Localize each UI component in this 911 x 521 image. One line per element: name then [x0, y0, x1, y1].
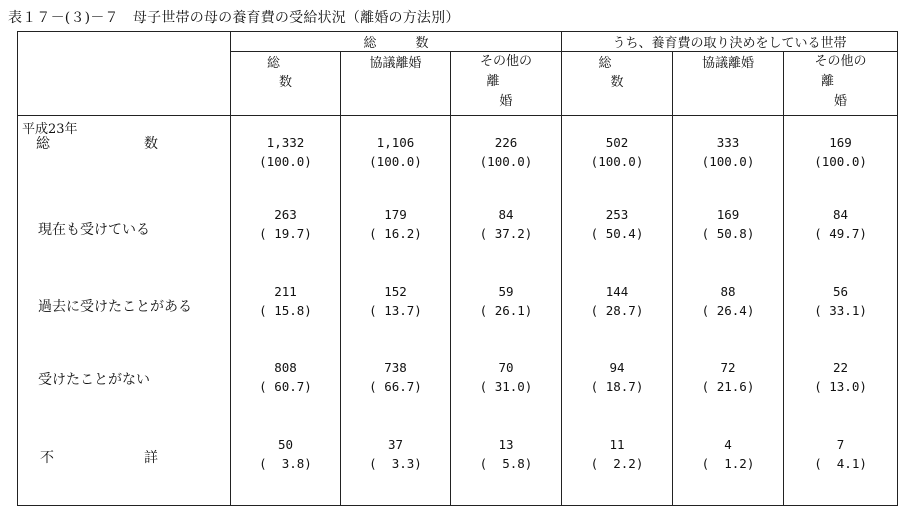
column-header: 総 数 — [562, 52, 673, 116]
cell-percent: ( 66.7) — [369, 379, 422, 394]
cell-count: 56 — [833, 284, 849, 299]
table-cell — [451, 282, 561, 320]
table-cell — [673, 435, 783, 473]
cell-percent: ( 13.0) — [814, 379, 867, 394]
cell-percent: ( 50.4) — [590, 226, 644, 241]
cell-count: 169 — [716, 207, 740, 222]
table-cell — [673, 133, 783, 171]
cell-count: 226 — [494, 135, 518, 150]
table-cell — [231, 435, 340, 473]
data-column — [673, 116, 784, 506]
cell-percent: ( 5.8) — [479, 456, 533, 471]
cell-percent: (100.0) — [590, 154, 644, 169]
table-cell — [673, 358, 783, 396]
cell-percent: ( 60.7) — [259, 379, 312, 394]
cell-percent: ( 49.7) — [814, 226, 867, 241]
table-cell — [784, 282, 897, 320]
table-title: 表１７－(３)－７ 母子世帯の母の養育費の受給状況（離婚の方法別） — [8, 10, 460, 26]
cell-count: 152 — [384, 284, 407, 299]
cell-percent: ( 13.7) — [369, 303, 422, 318]
table-cell — [231, 358, 340, 396]
column-header: その他の 離 婚 — [784, 52, 898, 116]
table-cell — [562, 205, 672, 243]
cell-count: 11 — [609, 437, 625, 452]
table-cell — [341, 133, 450, 171]
cell-count: 333 — [716, 135, 740, 150]
row-label-unknown: 不 詳 — [40, 450, 158, 466]
table-cell — [451, 435, 561, 473]
column-header: 協議離婚 — [673, 52, 784, 116]
cell-percent: ( 28.7) — [590, 303, 644, 318]
table-cell — [341, 358, 450, 396]
table-cell — [784, 205, 897, 243]
cell-count: 808 — [274, 360, 297, 375]
body-row — [18, 116, 898, 506]
table-cell — [341, 435, 450, 473]
cell-percent: (100.0) — [479, 154, 533, 169]
corner-cell — [18, 32, 231, 116]
cell-count: 72 — [720, 360, 736, 375]
group-header-total: 総 数 — [231, 32, 562, 52]
table-cell — [562, 282, 672, 320]
table-cell — [562, 133, 672, 171]
cell-count: 50 — [277, 437, 294, 452]
cell-percent: ( 26.4) — [701, 303, 755, 318]
table-cell — [231, 133, 340, 171]
cell-count: 263 — [274, 207, 297, 222]
cell-percent: ( 37.2) — [479, 226, 533, 241]
cell-count: 7 — [836, 437, 845, 452]
cell-percent: ( 33.1) — [814, 303, 867, 318]
column-header: 総 数 — [231, 52, 341, 116]
table-cell — [562, 435, 672, 473]
cell-count: 144 — [605, 284, 629, 299]
cell-count: 179 — [384, 207, 407, 222]
cell-count: 211 — [274, 284, 297, 299]
cell-percent: ( 3.3) — [369, 456, 422, 471]
table-cell — [562, 358, 672, 396]
table-cell — [673, 282, 783, 320]
table-cell — [231, 282, 340, 320]
cell-percent: ( 1.2) — [701, 456, 755, 471]
table-cell — [451, 205, 561, 243]
table-cell — [341, 282, 450, 320]
cell-count: 738 — [384, 360, 407, 375]
cell-count: 502 — [605, 135, 629, 150]
cell-percent: ( 4.1) — [814, 456, 867, 471]
cell-percent: ( 15.8) — [259, 303, 312, 318]
cell-count: 84 — [498, 207, 514, 222]
cell-percent: ( 31.0) — [479, 379, 533, 394]
data-column — [451, 116, 562, 506]
column-header: 協議離婚 — [341, 52, 451, 116]
table-cell — [784, 358, 897, 396]
cell-percent: ( 2.2) — [590, 456, 644, 471]
cell-percent: ( 18.7) — [590, 379, 644, 394]
cell-count: 4 — [724, 437, 732, 452]
cell-count: 84 — [833, 207, 849, 222]
cell-percent: ( 3.8) — [259, 456, 312, 471]
cell-count: 253 — [605, 207, 629, 222]
year-label: 平成23年 — [22, 122, 78, 137]
cell-count: 88 — [720, 284, 736, 299]
cell-percent: (100.0) — [369, 154, 422, 169]
cell-percent: (100.0) — [701, 154, 755, 169]
table-cell — [451, 358, 561, 396]
data-column — [341, 116, 451, 506]
table-cell — [784, 435, 897, 473]
row-label-column — [18, 116, 231, 506]
cell-count: 1,332 — [266, 135, 305, 150]
row-label-receiving: 現在も受けている — [38, 222, 150, 238]
cell-percent: ( 26.1) — [479, 303, 533, 318]
table-cell — [231, 205, 340, 243]
cell-percent: ( 21.6) — [701, 379, 755, 394]
cell-count: 70 — [498, 360, 514, 375]
group-header-arranged: うち、養育費の取り決めをしている世帯 — [562, 32, 898, 52]
row-label-past: 過去に受けたことがある — [38, 299, 192, 315]
table-cell — [341, 205, 450, 243]
cell-count: 13 — [498, 437, 514, 452]
column-header: その他の 離 婚 — [451, 52, 562, 116]
cell-count: 37 — [387, 437, 404, 452]
table-cell — [784, 133, 897, 171]
group-header-row — [18, 32, 898, 52]
cell-count: 94 — [609, 360, 625, 375]
cell-count: 59 — [498, 284, 514, 299]
cell-percent: (100.0) — [814, 154, 867, 169]
cell-count: 22 — [833, 360, 849, 375]
cell-percent: ( 50.8) — [701, 226, 755, 241]
cell-count: 169 — [829, 135, 852, 150]
data-column — [562, 116, 673, 506]
data-column — [231, 116, 341, 506]
data-column — [784, 116, 898, 506]
cell-percent: ( 16.2) — [369, 226, 422, 241]
row-label-never: 受けたことがない — [38, 372, 150, 388]
cell-percent: (100.0) — [259, 154, 312, 169]
row-label-total: 総 数 — [36, 136, 158, 152]
cell-count: 1,106 — [376, 135, 415, 150]
table-cell — [451, 133, 561, 171]
table-cell — [673, 205, 783, 243]
cell-percent: ( 19.7) — [259, 226, 312, 241]
data-table — [17, 31, 898, 506]
